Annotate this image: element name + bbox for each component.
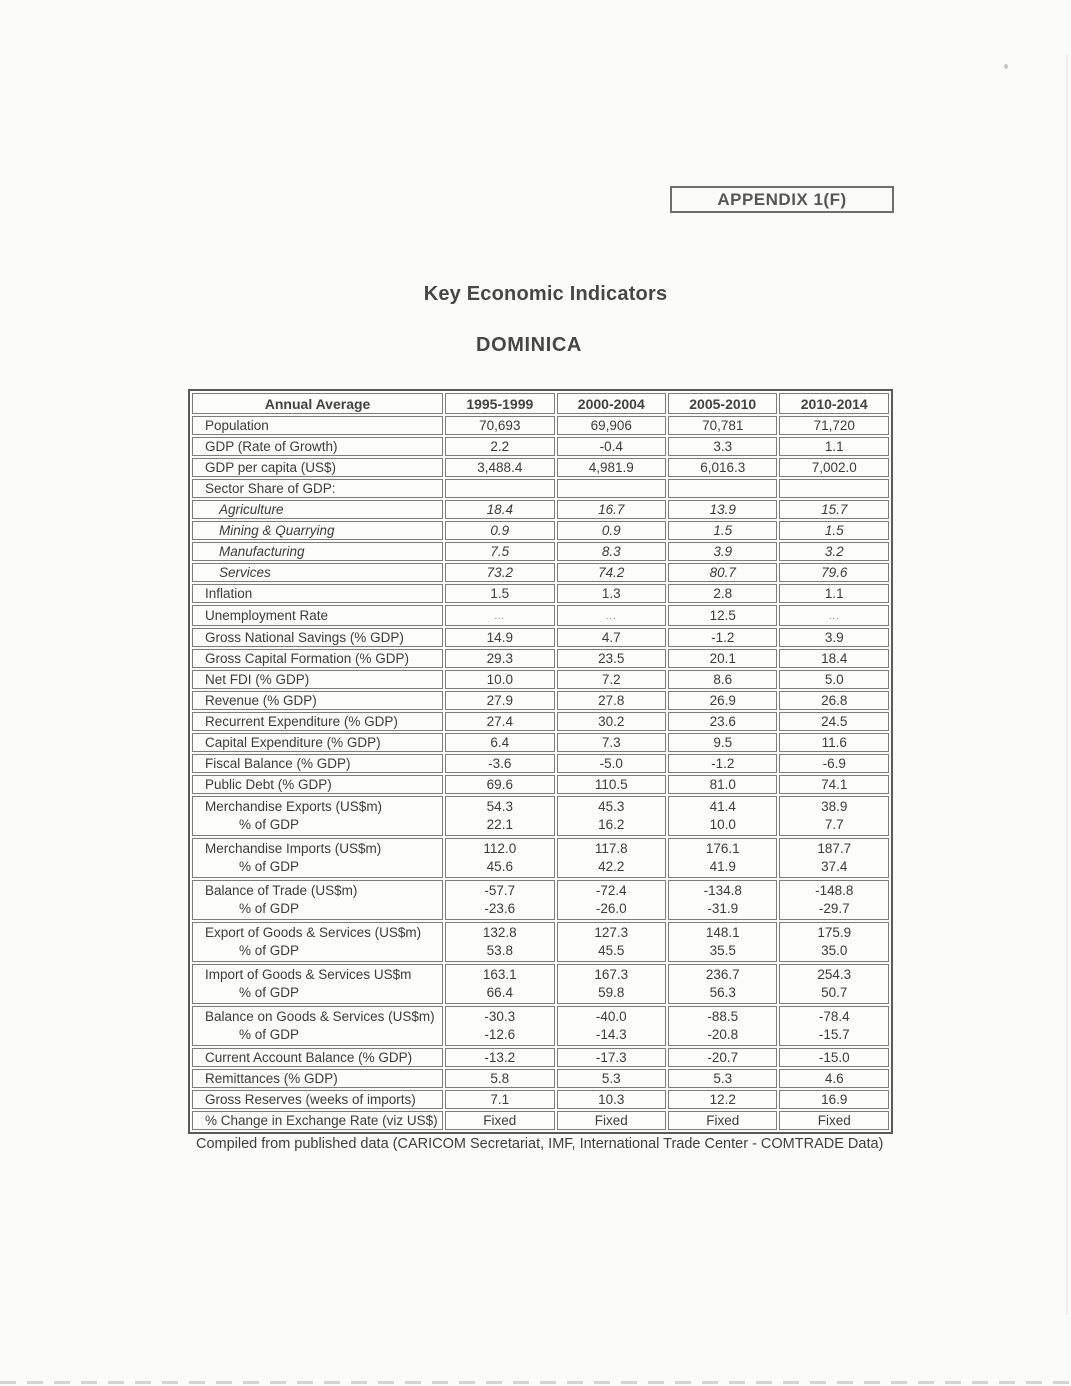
value-cell: 15.7 — [779, 500, 889, 519]
value-cell: Fixed — [445, 1111, 554, 1130]
row-label: Revenue (% GDP) — [192, 691, 443, 710]
value-cell: 79.6 — [779, 563, 889, 582]
value-cell: -57.7 -23.6 — [445, 880, 554, 920]
table-row — [192, 584, 889, 603]
value-cell: 7.1 — [445, 1090, 554, 1109]
value-cell: 117.8 42.2 — [557, 838, 666, 878]
value-cell: 175.9 35.0 — [779, 922, 889, 962]
row-label: Current Account Balance (% GDP) — [192, 1048, 443, 1067]
value-cell: -5.0 — [557, 754, 666, 773]
value-cell: 7.5 — [445, 542, 554, 561]
value-cell: 1.5 — [779, 521, 889, 540]
value-cell: 16.9 — [779, 1090, 889, 1109]
value-cell: 0.9 — [557, 521, 666, 540]
value-cell: 3.9 — [668, 542, 777, 561]
scan-edge-artifact-right — [1066, 55, 1068, 1315]
table-row — [192, 775, 889, 794]
value-cell: -134.8 -31.9 — [668, 880, 777, 920]
table-row — [192, 649, 889, 668]
row-label: Gross National Savings (% GDP) — [192, 628, 443, 647]
row-label: Balance of Trade (US$m) % of GDP — [192, 880, 443, 920]
value-cell: 71,720 — [779, 416, 889, 435]
row-label: Mining & Quarrying — [192, 521, 443, 540]
value-cell: 8.3 — [557, 542, 666, 561]
row-label: Merchandise Imports (US$m) % of GDP — [192, 838, 443, 878]
table-row — [192, 479, 889, 498]
value-cell: -1.2 — [668, 754, 777, 773]
value-cell: 7.3 — [557, 733, 666, 752]
table-row — [192, 838, 889, 878]
value-cell: 12.5 — [668, 605, 777, 626]
value-cell: 7,002.0 — [779, 458, 889, 477]
table-row — [192, 670, 889, 689]
value-cell: 69,906 — [557, 416, 666, 435]
value-cell: 3.9 — [779, 628, 889, 647]
value-cell: 5.3 — [557, 1069, 666, 1088]
row-label: Remittances (% GDP) — [192, 1069, 443, 1088]
value-cell: 112.0 45.6 — [445, 838, 554, 878]
row-label: Net FDI (% GDP) — [192, 670, 443, 689]
value-cell: 11.6 — [779, 733, 889, 752]
table-row — [192, 796, 889, 836]
table-row — [192, 733, 889, 752]
value-cell: ... — [445, 605, 554, 626]
value-cell: 12.2 — [668, 1090, 777, 1109]
value-cell: 9.5 — [668, 733, 777, 752]
value-cell: -6.9 — [779, 754, 889, 773]
value-cell: -72.4 -26.0 — [557, 880, 666, 920]
appendix-box — [670, 186, 894, 213]
table-row — [192, 416, 889, 435]
value-cell: ... — [557, 605, 666, 626]
value-cell: 27.4 — [445, 712, 554, 731]
table-row — [192, 605, 889, 626]
table-row — [192, 1048, 889, 1067]
value-cell: 1.3 — [557, 584, 666, 603]
value-cell: 1.1 — [779, 437, 889, 456]
source-note: Compiled from published data (CARICOM Secretariat, IMF, International Trade Center - COMTRADE Data) — [196, 1136, 884, 1152]
value-cell: 5.3 — [668, 1069, 777, 1088]
value-cell: 132.8 53.8 — [445, 922, 554, 962]
value-cell: 26.8 — [779, 691, 889, 710]
value-cell: 18.4 — [779, 649, 889, 668]
value-cell: -30.3 -12.6 — [445, 1006, 554, 1046]
value-cell: 4.6 — [779, 1069, 889, 1088]
value-cell: 27.9 — [445, 691, 554, 710]
value-cell — [445, 479, 554, 498]
value-cell: 1.1 — [779, 584, 889, 603]
value-cell: 1.5 — [668, 521, 777, 540]
value-cell: -3.6 — [445, 754, 554, 773]
row-label: Import of Goods & Services US$m % of GDP — [192, 964, 443, 1004]
value-cell: 187.7 37.4 — [779, 838, 889, 878]
page-subtitle: DOMINICA — [476, 334, 582, 356]
value-cell: 1.5 — [445, 584, 554, 603]
value-cell: 18.4 — [445, 500, 554, 519]
appendix-label: APPENDIX 1(F) — [717, 189, 847, 209]
table-row — [192, 563, 889, 582]
row-label: Public Debt (% GDP) — [192, 775, 443, 794]
value-cell: 27.8 — [557, 691, 666, 710]
table-row — [192, 754, 889, 773]
value-cell: -15.0 — [779, 1048, 889, 1067]
row-label: % Change in Exchange Rate (viz US$) — [192, 1111, 443, 1130]
row-label: Services — [192, 563, 443, 582]
value-cell: -17.3 — [557, 1048, 666, 1067]
value-cell: 3.3 — [668, 437, 777, 456]
table-row — [192, 922, 889, 962]
value-cell: 4,981.9 — [557, 458, 666, 477]
row-label: Population — [192, 416, 443, 435]
row-label: Manufacturing — [192, 542, 443, 561]
value-cell: 14.9 — [445, 628, 554, 647]
row-label: Balance on Goods & Services (US$m) % of GDP — [192, 1006, 443, 1046]
value-cell: 69.6 — [445, 775, 554, 794]
value-cell — [668, 479, 777, 498]
value-cell: 73.2 — [445, 563, 554, 582]
row-label: Sector Share of GDP: — [192, 479, 443, 498]
value-cell: 81.0 — [668, 775, 777, 794]
value-cell: 38.9 7.7 — [779, 796, 889, 836]
value-cell: 24.5 — [779, 712, 889, 731]
key-economic-indicators-table — [190, 391, 891, 1132]
value-cell: 3.2 — [779, 542, 889, 561]
page-title: Key Economic Indicators — [423, 283, 668, 305]
table-row — [192, 437, 889, 456]
row-label: Merchandise Exports (US$m) % of GDP — [192, 796, 443, 836]
value-cell: 5.8 — [445, 1069, 554, 1088]
value-cell: ... — [779, 605, 889, 626]
value-cell: 70,781 — [668, 416, 777, 435]
value-cell: 163.1 66.4 — [445, 964, 554, 1004]
value-cell: -13.2 — [445, 1048, 554, 1067]
value-cell: 74.2 — [557, 563, 666, 582]
row-label: GDP (Rate of Growth) — [192, 437, 443, 456]
table-row — [192, 1069, 889, 1088]
table-row — [192, 691, 889, 710]
value-cell: 10.3 — [557, 1090, 666, 1109]
value-cell: -1.2 — [668, 628, 777, 647]
row-label: Fiscal Balance (% GDP) — [192, 754, 443, 773]
value-cell: 16.7 — [557, 500, 666, 519]
value-cell: 176.1 41.9 — [668, 838, 777, 878]
value-cell: 13.9 — [668, 500, 777, 519]
scan-speck-artifact — [1004, 64, 1008, 69]
column-header-1995-1999: 1995-1999 — [445, 393, 554, 414]
table-row — [192, 521, 889, 540]
value-cell: 30.2 — [557, 712, 666, 731]
row-label: Unemployment Rate — [192, 605, 443, 626]
row-label: GDP per capita (US$) — [192, 458, 443, 477]
table-row — [192, 1006, 889, 1046]
column-header-2000-2004: 2000-2004 — [557, 393, 666, 414]
column-header-2005-2010: 2005-2010 — [668, 393, 777, 414]
value-cell: 4.7 — [557, 628, 666, 647]
value-cell: -40.0 -14.3 — [557, 1006, 666, 1046]
table-row — [192, 500, 889, 519]
value-cell: 7.2 — [557, 670, 666, 689]
value-cell: -78.4 -15.7 — [779, 1006, 889, 1046]
value-cell: 2.2 — [445, 437, 554, 456]
column-header-annual-average: Annual Average — [192, 393, 443, 414]
scan-edge-artifact — [0, 1381, 1071, 1384]
value-cell: 254.3 50.7 — [779, 964, 889, 1004]
value-cell: 80.7 — [668, 563, 777, 582]
value-cell: 23.5 — [557, 649, 666, 668]
value-cell: Fixed — [779, 1111, 889, 1130]
value-cell: -88.5 -20.8 — [668, 1006, 777, 1046]
value-cell — [779, 479, 889, 498]
table-row — [192, 712, 889, 731]
indicators-table — [188, 389, 893, 1134]
value-cell: -20.7 — [668, 1048, 777, 1067]
value-cell: 148.1 35.5 — [668, 922, 777, 962]
value-cell: 54.3 22.1 — [445, 796, 554, 836]
table-row — [192, 1090, 889, 1109]
table-header-row — [192, 393, 889, 414]
value-cell: 74.1 — [779, 775, 889, 794]
value-cell: 0.9 — [445, 521, 554, 540]
row-label: Export of Goods & Services (US$m) % of GDP — [192, 922, 443, 962]
value-cell: 70,693 — [445, 416, 554, 435]
value-cell: 6.4 — [445, 733, 554, 752]
value-cell: 6,016.3 — [668, 458, 777, 477]
value-cell: Fixed — [668, 1111, 777, 1130]
value-cell: 2.8 — [668, 584, 777, 603]
row-label: Agriculture — [192, 500, 443, 519]
value-cell: 41.4 10.0 — [668, 796, 777, 836]
value-cell: 236.7 56.3 — [668, 964, 777, 1004]
table-row — [192, 628, 889, 647]
value-cell: -148.8 -29.7 — [779, 880, 889, 920]
value-cell: 5.0 — [779, 670, 889, 689]
value-cell: 8.6 — [668, 670, 777, 689]
value-cell — [557, 479, 666, 498]
value-cell: 10.0 — [445, 670, 554, 689]
row-label: Capital Expenditure (% GDP) — [192, 733, 443, 752]
table-row — [192, 880, 889, 920]
table-row — [192, 458, 889, 477]
table-row — [192, 964, 889, 1004]
row-label: Gross Capital Formation (% GDP) — [192, 649, 443, 668]
row-label: Gross Reserves (weeks of imports) — [192, 1090, 443, 1109]
row-label: Recurrent Expenditure (% GDP) — [192, 712, 443, 731]
column-header-2010-2014: 2010-2014 — [779, 393, 889, 414]
row-label: Inflation — [192, 584, 443, 603]
table-row — [192, 1111, 889, 1130]
value-cell: 3,488.4 — [445, 458, 554, 477]
value-cell: Fixed — [557, 1111, 666, 1130]
value-cell: 26.9 — [668, 691, 777, 710]
value-cell: 110.5 — [557, 775, 666, 794]
value-cell: 23.6 — [668, 712, 777, 731]
value-cell: 45.3 16.2 — [557, 796, 666, 836]
value-cell: 20.1 — [668, 649, 777, 668]
value-cell: 127.3 45.5 — [557, 922, 666, 962]
table-row — [192, 542, 889, 561]
value-cell: -0.4 — [557, 437, 666, 456]
value-cell: 167.3 59.8 — [557, 964, 666, 1004]
value-cell: 29.3 — [445, 649, 554, 668]
